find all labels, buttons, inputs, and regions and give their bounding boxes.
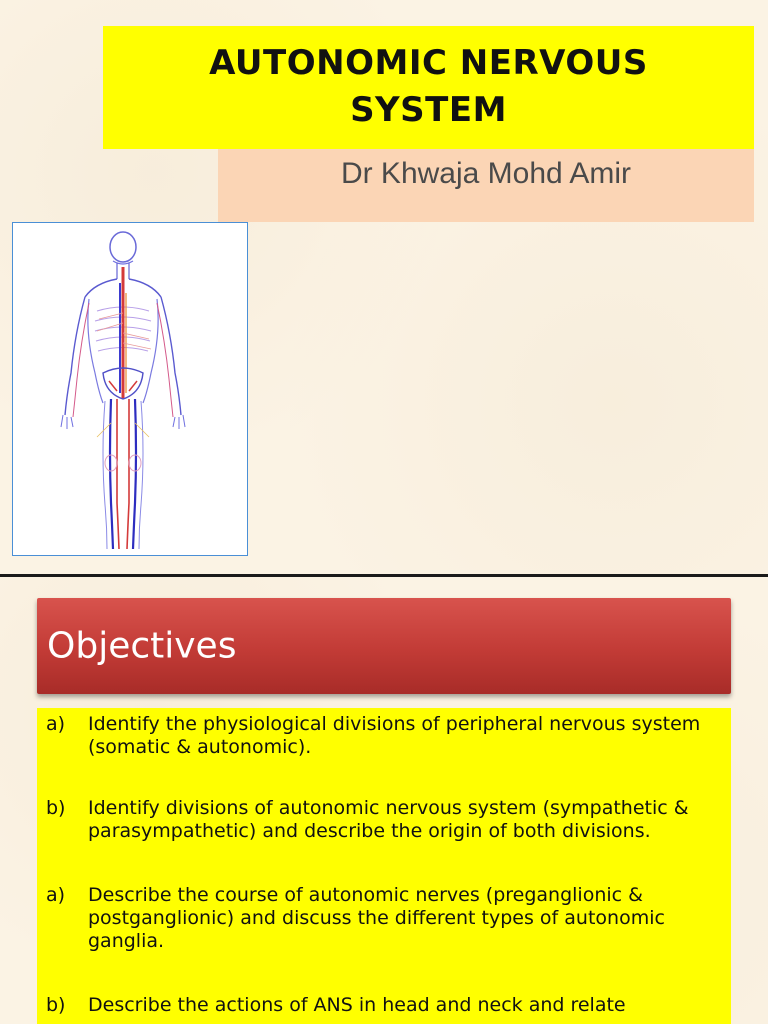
title-line-1: AUTONOMIC NERVOUS <box>209 43 648 83</box>
title-box <box>103 26 754 149</box>
item-text: Describe the course of autonomic nerves (preganglionic & postganglionic) and discuss the different types of autonomic ganglia. <box>88 884 665 952</box>
objectives-list <box>37 708 731 1024</box>
item-letter: a) <box>46 713 66 735</box>
title-line-2: SYSTEM <box>350 90 507 130</box>
nervous-system-figure <box>12 222 248 556</box>
slide-title <box>103 40 754 134</box>
objectives-heading: Objectives <box>47 625 237 667</box>
item-letter: b) <box>46 994 66 1016</box>
item-text: Identify the physiological divisions of peripheral nervous system (somatic & autonomic). <box>88 713 701 758</box>
item-text: Describe the actions of ANS in head and neck and relate <box>88 994 626 1016</box>
human-body-icon <box>13 223 247 555</box>
item-text: Identify divisions of autonomic nervous system (sympathetic & parasympathetic) and describe the origin of both divisions. <box>88 797 689 842</box>
objectives-banner <box>37 598 731 694</box>
author-name: Dr Khwaja Mohd Amir <box>340 157 632 190</box>
item-letter: b) <box>46 797 66 819</box>
objectives-slide <box>0 577 768 1024</box>
author-box <box>218 149 754 222</box>
item-letter: a) <box>46 884 66 906</box>
